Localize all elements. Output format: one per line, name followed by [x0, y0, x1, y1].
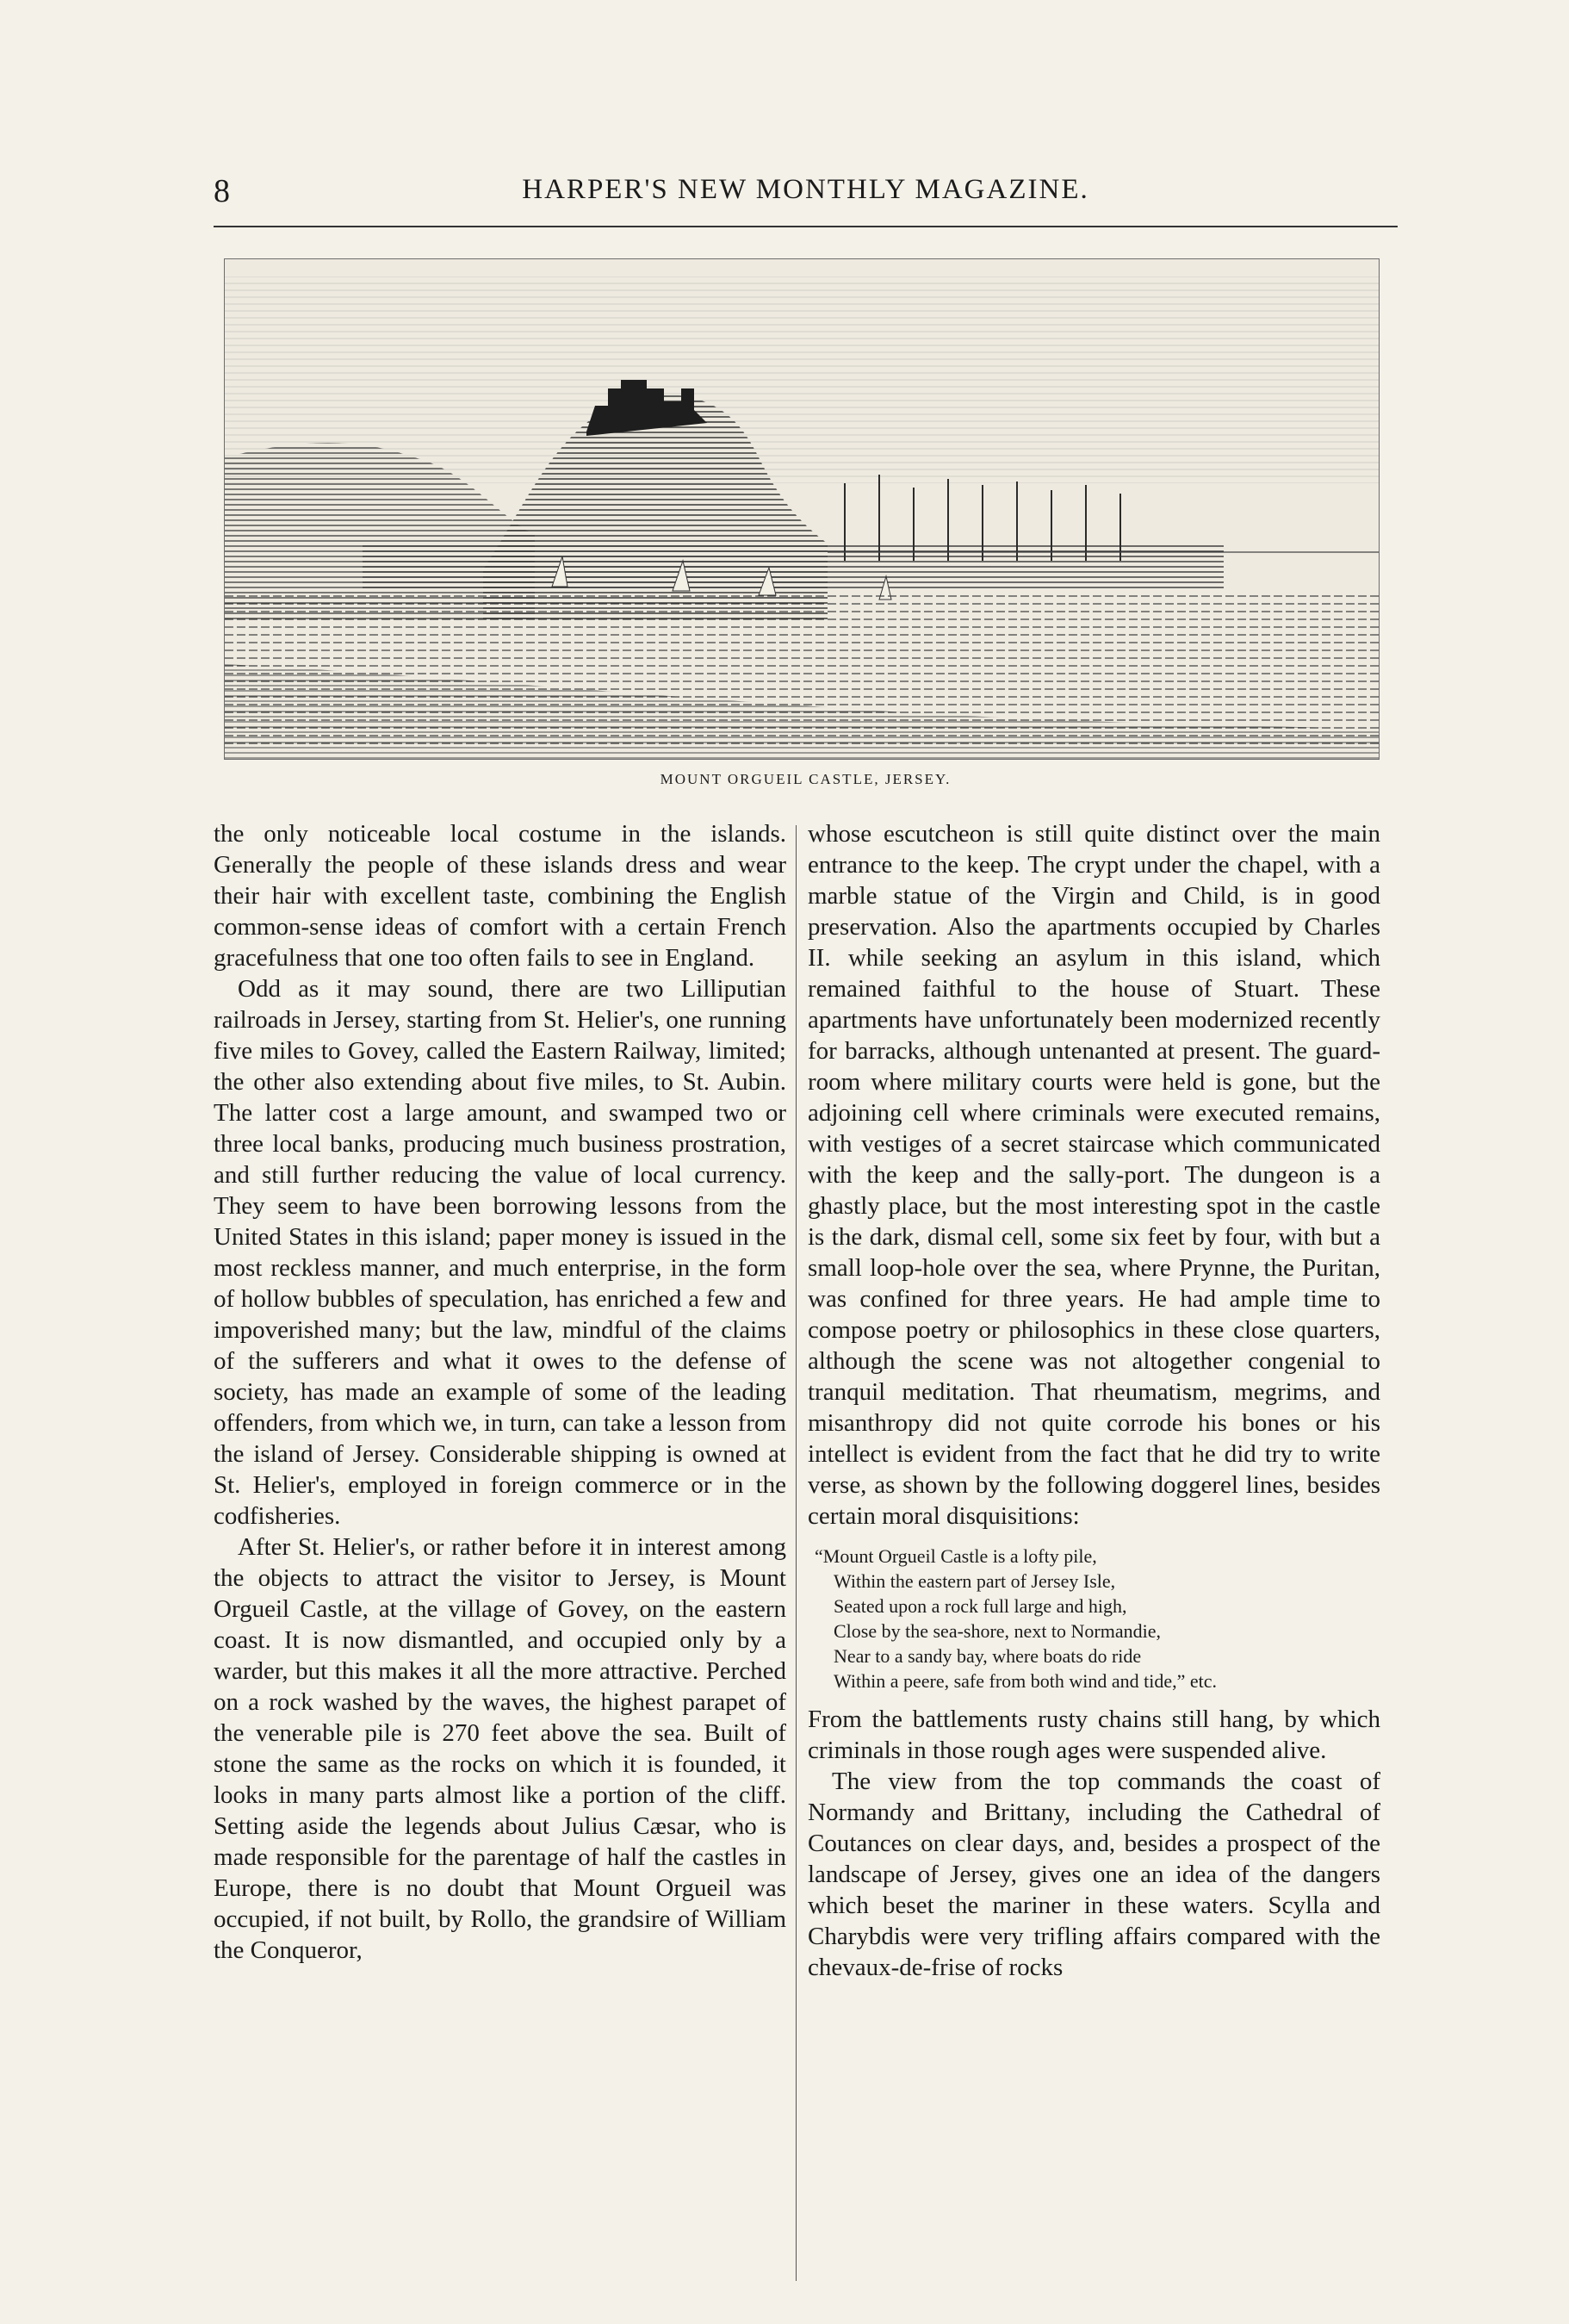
- page-header: [214, 172, 1398, 227]
- figure-caption: MOUNT ORGUEIL CASTLE, JERSEY.: [660, 771, 952, 787]
- verse-line: Within the eastern part of Jersey Isle,: [834, 1570, 1116, 1592]
- right-paragraph-3: The view from the top commands the coast of Normandy and Brittany, including the Cathedral of Coutances on clear days, and, besides a prospect of the landscape of Jersey, gives one an idea of the dangers which beset the mariner in these waters. Scylla and Charybdis were very trifling affairs compared with the chevaux-de-frise of rocks: [808, 1768, 1380, 1981]
- verse-line: Seated upon a rock full large and high,: [834, 1595, 1127, 1617]
- verse-line: Near to a sandy bay, where boats do ride: [834, 1645, 1142, 1667]
- castle-engraving-image: [225, 259, 1379, 759]
- right-paragraph-2: From the battlements rusty chains still hang, by which criminals in those rough ages were suspended alive.: [808, 1706, 1380, 1764]
- left-paragraph-2: Odd as it may sound, there are two Lilliputian railroads in Jersey, starting from St. Helier's, one running five miles to Govey, called the Eastern Railway, limited; the other also extending about five miles, to St. Aubin. The latter cost a large amount, and swamped two or three local banks, producing much business prostration, and still further reducing the value of local currency. They seem to have been borrowing lessons from the United States in this island; paper money is issued in the most reckless manner, and much enterprise, in the form of hollow bubbles of speculation, has enriched a few and impoverished many; but the law, mindful of the claims of the sufferers and what it owes to the defense of society, has made an example of some of the leading offenders, from which we, in turn, can take a lesson from the island of Jersey. Considerable shipping is owned at St. Helier's, employed in foreign commerce or in the codfisheries.: [214, 975, 786, 1530]
- verse-quotation: [808, 1544, 1380, 1693]
- right-column: [808, 818, 1380, 2283]
- right-paragraph-1: whose escutcheon is still quite distinct over the main entrance to the keep. The crypt under the chapel, with a marble statue of the Virgin and Child, is in good preservation. Also the apartments occupied by Charles II. while seeking an asylum in this island, which remained faithful to the house of Stuart. These apartments have unfortunately been modernized recently for barracks, although untenanted at present. The guard-room where military courts were held is gone, but the adjoining cell where criminals were executed remains, with vestiges of a secret staircase which communicated with the keep and the sally-port. The dungeon is a ghastly place, but the most interesting spot in the castle is the dark, dismal cell, some six feet by four, with but a small loop-hole over the sea, where Prynne, the Puritan, was confined for three years. He had ample time to compose poetry or philosophics in these close quarters, although the scene was not altogether congenial to tranquil meditation. That rheumatism, megrims, and misanthropy did not quite corrode his bones or his intellect is evident from the fact that he did try to write verse, as shown by the following doggerel lines, besides certain moral disquisitions:: [808, 820, 1380, 1530]
- left-paragraph-1: the only noticeable local costume in the islands. Generally the people of these islands dress and wear their hair with excellent taste, combining the English common-sense ideas of comfort with a certain French gracefulness that one too often fails to see in England.: [214, 820, 786, 972]
- column-divider: [796, 825, 797, 2281]
- left-paragraph-3: After St. Helier's, or rather before it in interest among the objects to attract the visitor to Jersey, is Mount Orgueil Castle, at the village of Govey, on the eastern coast. It is now dismantled, and occupied only by a warder, but this makes it all the more attractive. Perched on a rock washed by the waves, the highest parapet of the venerable pile is 270 feet above the sea. Built of stone the same as the rocks on which it is founded, it looks in many parts almost like a portion of the cliff. Setting aside the legends about Julius Cæsar, who is made responsible for the parentage of half the castles in Europe, there is no doubt that Mount Orgueil was occupied, if not built, by Rollo, the grandsire of William the Conqueror,: [214, 1533, 786, 1964]
- verse-line: Close by the sea-shore, next to Normandie,: [834, 1620, 1162, 1642]
- engraving-illustration: [224, 258, 1380, 760]
- page-number: 8: [214, 173, 230, 209]
- verse-line: Within a peere, safe from both wind and tide,” etc.: [834, 1670, 1218, 1692]
- running-title: HARPER'S NEW MONTHLY MAGAZINE.: [522, 174, 1089, 205]
- verse-line: “Mount Orgueil Castle is a lofty pile,: [815, 1545, 1097, 1567]
- left-column: [214, 818, 786, 2283]
